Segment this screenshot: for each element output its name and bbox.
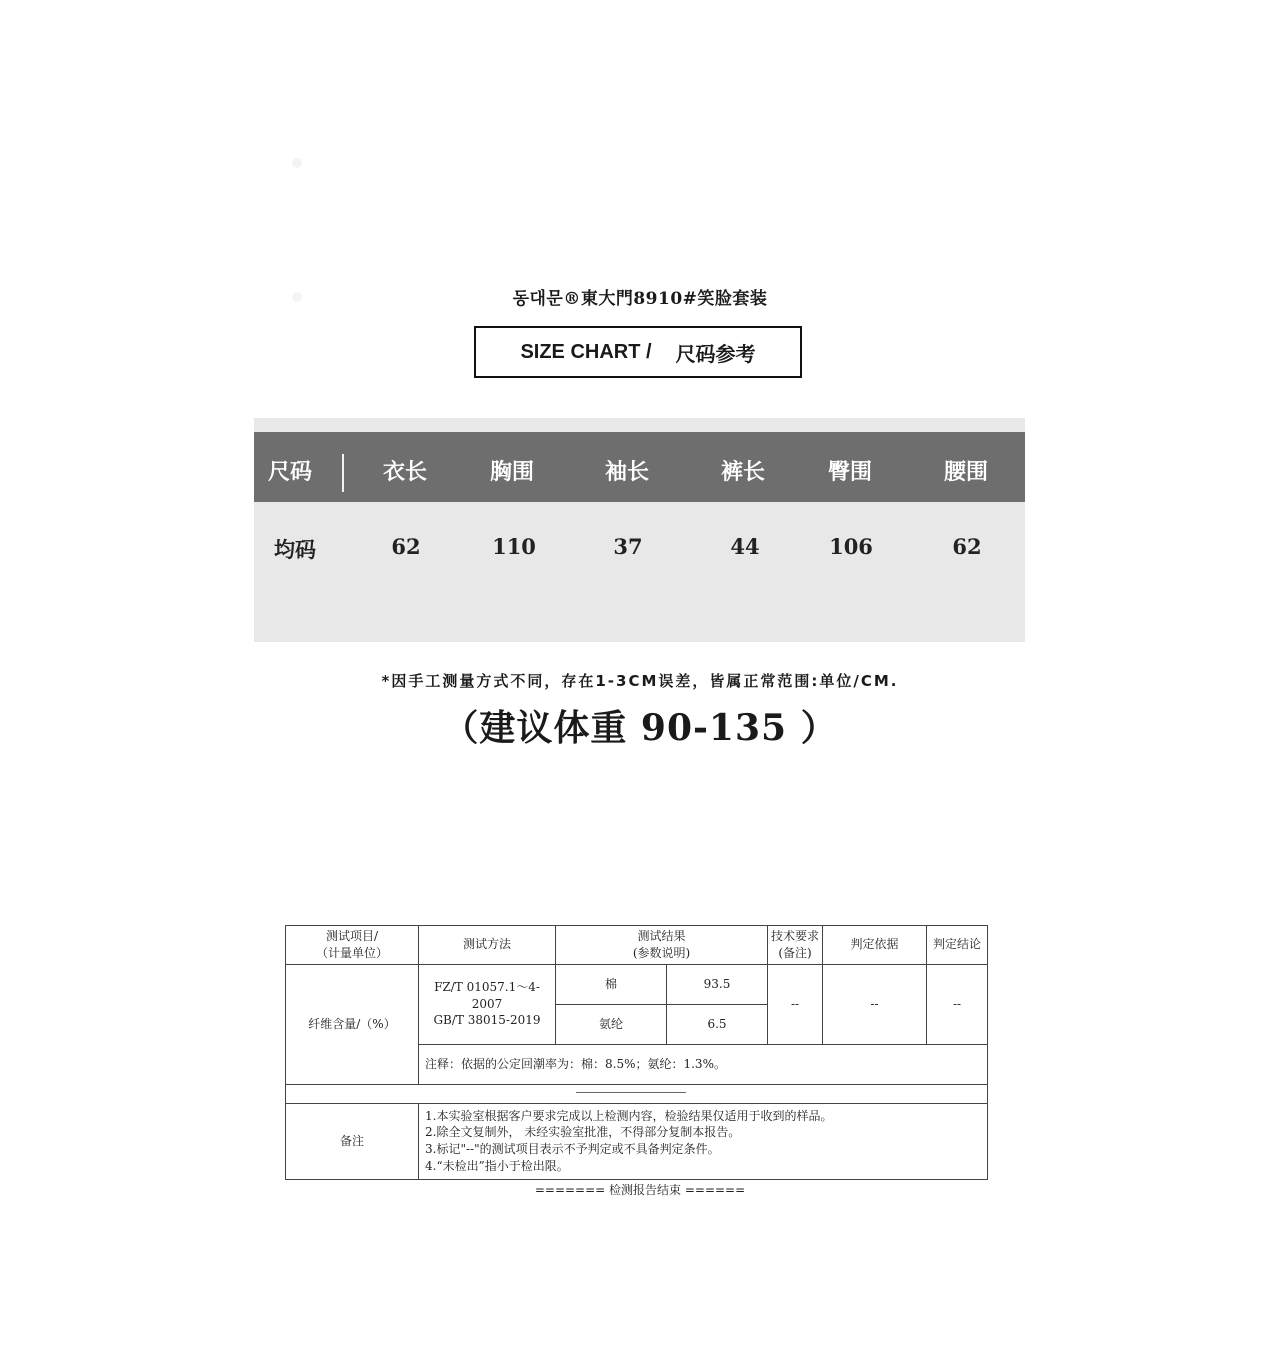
header-test-result: 测试结果 (参数说明) [556,926,768,965]
faint-mark [292,158,302,168]
header-basis: 判定依据 [823,926,927,965]
row-waist: 62 [952,534,982,559]
header-divider [342,454,344,492]
separator-cell [286,1084,988,1103]
remark-line: 3.标记"--"的测试项目表示不予判定或不具备判定条件。 [425,1142,720,1157]
separator-line [576,1092,686,1093]
size-table-header [254,432,1025,502]
header-length: 衣长 [382,460,428,485]
header-requirement: 技术要求 (备注) [768,926,823,965]
size-table [254,418,1025,642]
fiber-name: 氨纶 [556,1004,667,1044]
remarks-row [286,1103,988,1179]
row-hip: 106 [829,534,873,559]
header-test-item: 测试项目/ （计量单位） [286,926,419,965]
remarks-label: 备注 [286,1103,419,1179]
remark-line: 1.本实验室根据客户要求完成以上检测内容，检验结果仅适用于收到的样品。 [425,1108,833,1123]
header-conclusion: 判定结论 [927,926,988,965]
requirement-value: -- [768,964,823,1044]
header-test-method: 测试方法 [419,926,556,965]
test-methods: FZ/T 01057.1～4-2007 GB/T 38015-2019 [419,964,556,1044]
size-chart-heading [474,326,802,378]
measurement-note: *因手工测量方式不同，存在1-3CM误差，皆属正常范围:单位/CM. [381,672,899,690]
basis-value: -- [823,964,927,1044]
remarks-content [419,1103,988,1179]
moisture-regain-note: 注释：依据的公定回潮率为：棉：8.5%；氨纶：1.3%。 [419,1044,988,1084]
fiber-value: 93.5 [667,964,768,1004]
row-length: 62 [391,534,421,559]
row-sleeve: 37 [613,534,643,559]
size-chart-label-zh: 尺码参考 [675,343,756,366]
row-chest: 110 [492,534,536,559]
test-report-table [285,925,988,1180]
header-sleeve: 袖长 [604,460,650,485]
header-size: 尺码 [267,460,313,485]
header-chest: 胸围 [489,460,535,485]
brand-title: 동대문®東大門8910#笑脸套装 [512,289,768,309]
header-waist: 腰围 [943,460,989,485]
fiber-value: 6.5 [667,1004,768,1044]
weight-recommendation: （建议体重 90-135 ） [442,707,838,749]
test-header-row [286,926,988,965]
header-pants-length: 裤长 [720,460,766,485]
remark-line: 4.“未检出”指小于检出限。 [425,1158,569,1173]
size-chart-label-en: SIZE CHART / [520,340,652,363]
conclusion-value: -- [927,964,988,1044]
fiber-content-item: 纤维含量/（%） [286,964,419,1084]
header-hip: 臀围 [827,460,873,485]
separator-row [286,1084,988,1103]
remark-line: 2.除全文复制外， 未经实验室批准，不得部分复制本报告。 [425,1125,741,1140]
row-size: 均码 [274,538,316,562]
fiber-name: 棉 [556,964,667,1004]
row-pants-length: 44 [730,534,760,559]
fiber-row-cotton [286,964,988,1004]
report-end-marker: ======= 检测报告结束 ====== [534,1183,746,1197]
